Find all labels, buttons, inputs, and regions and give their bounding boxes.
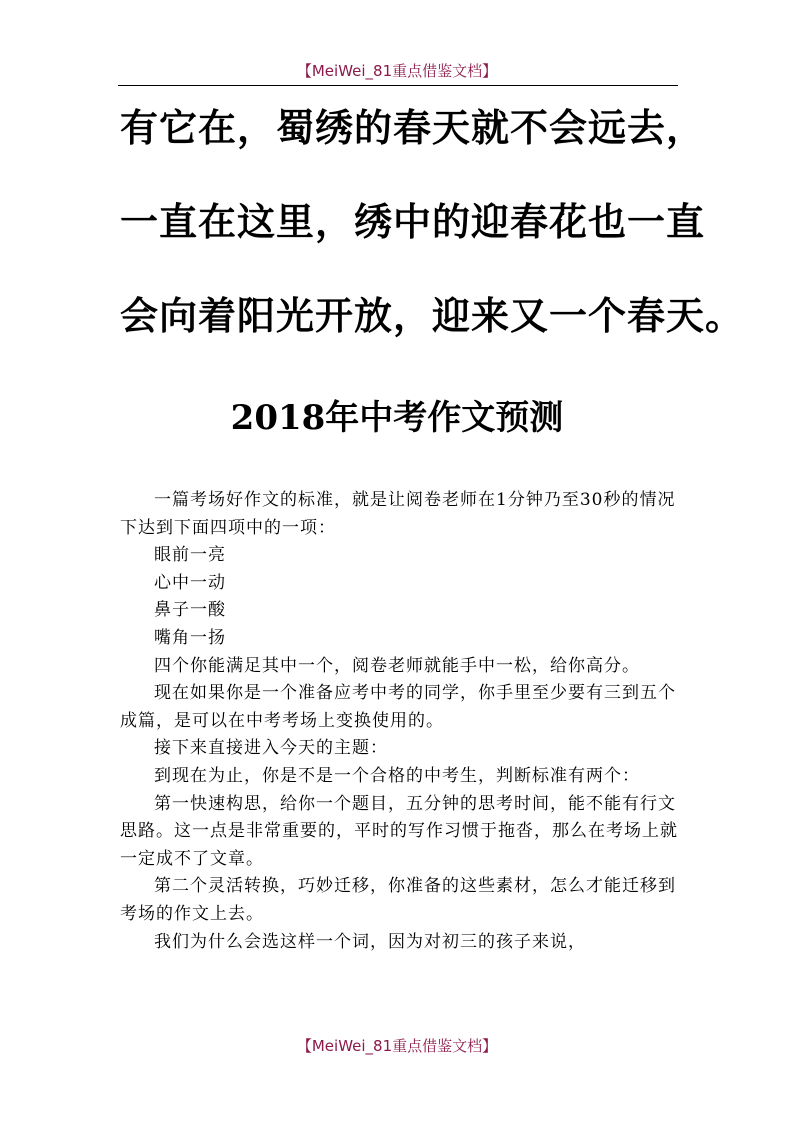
page-header: 【MeiWei_81重点借鉴文档】 — [296, 62, 498, 80]
paragraph: 鼻子一酸 — [154, 600, 226, 621]
paragraph: 现在如果你是一个准备应考中考的同学，你手里至少要有三到五个成篇，是可以在中考考场上变换使用的。 — [120, 683, 676, 731]
paragraph: 四个你能满足其中一个，阅卷老师就能手中一松，给你高分。 — [154, 655, 640, 676]
heading-line-1: 有它在，蜀绣的春天就不会远去， — [120, 106, 706, 150]
page-footer: 【MeiWei_81重点借鉴文档】 — [296, 1037, 498, 1055]
header-divider — [118, 85, 678, 86]
paragraph: 第二个灵活转换，巧妙迁移，你准备的这些素材，怎么才能迁移到考场的作文上去。 — [120, 876, 676, 924]
heading-line-3: 会向着阳光开放，迎来又一个春天。 — [120, 294, 745, 338]
paragraph: 心中一动 — [154, 572, 226, 593]
body-text — [120, 487, 680, 956]
paragraph: 一篇考场好作文的标准，就是让阅卷老师在1分钟乃至30秒的情况下达到下面四项中的一项： — [120, 490, 676, 538]
paragraph: 接下来直接进入今天的主题： — [154, 738, 388, 759]
paragraph: 眼前一亮 — [154, 545, 226, 566]
heading-line-2: 一直在这里，绣中的迎春花也一直 — [120, 200, 706, 244]
paragraph: 到现在为止，你是不是一个合格的中考生，判断标准有两个： — [154, 765, 640, 786]
paragraph: 我们为什么会选这样一个词，因为对初三的孩子来说， — [154, 931, 586, 952]
paragraph: 嘴角一扬 — [154, 627, 226, 648]
document-title: 2018年中考作文预测 — [230, 398, 564, 438]
paragraph: 第一快速构思，给你一个题目，五分钟的思考时间，能不能有行文思路。这一点是非常重要的，平时的写作习惯于拖沓，那么在考场上就一定成不了文章。 — [120, 793, 678, 869]
